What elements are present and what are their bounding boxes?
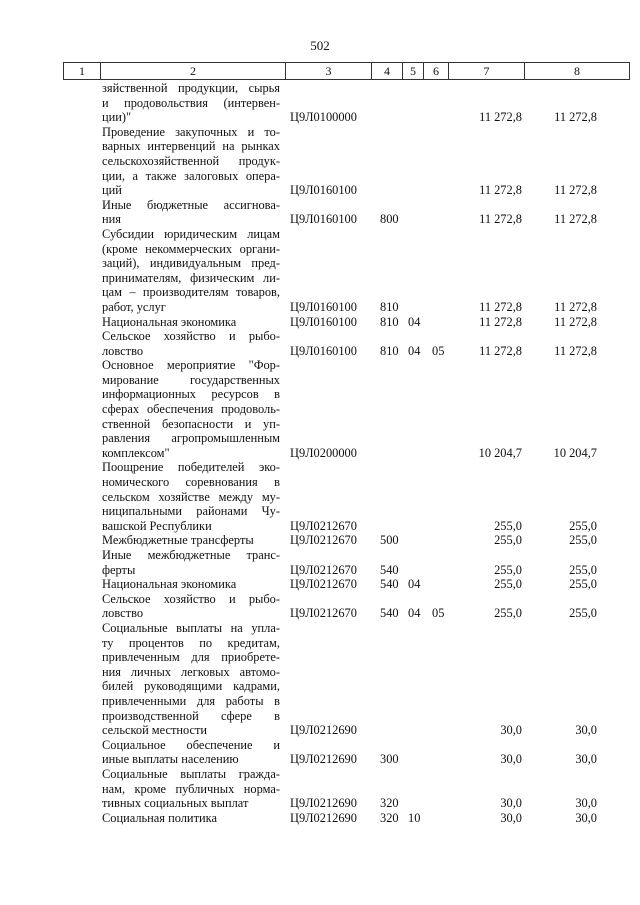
row-name: [102, 592, 280, 621]
row-name-line: комплексом": [102, 445, 170, 460]
row-name: [102, 81, 280, 125]
row-expense-type: 540: [380, 577, 399, 592]
row-code: Ц9Л0160100: [290, 343, 357, 358]
row-name: [102, 358, 280, 460]
table-row: [0, 548, 640, 577]
row-sum-col8: 11 272,8: [554, 212, 597, 227]
row-name: [102, 621, 280, 738]
row-subsection: 05: [432, 343, 445, 358]
row-name-line: зяйственной продукции, сырья: [102, 81, 280, 95]
row-sum-col7: 30,0: [500, 796, 522, 811]
row-expense-type: 810: [380, 299, 399, 314]
row-name-line: варных интервенций на рынках: [102, 139, 280, 154]
row-name-line: ловство: [102, 606, 144, 621]
row-name-line: заций), индивидуальным пред-: [102, 256, 280, 271]
row-sum-col8: 30,0: [575, 723, 597, 738]
row-sum-col7: 255,0: [494, 562, 522, 577]
row-name-line: нам, кроме публичных норма-: [102, 781, 280, 796]
row-name-line: иные выплаты населению: [102, 752, 239, 767]
row-name-line: Социальное обеспечение и: [102, 737, 280, 752]
row-section: 04: [408, 314, 421, 329]
row-sum-col7: 11 272,8: [479, 183, 522, 198]
table-row: [0, 577, 640, 592]
row-name-line: номического соревнования в: [102, 475, 280, 490]
row-sum-col8: 255,0: [569, 577, 597, 592]
row-name-line: ния: [102, 212, 121, 227]
row-name: [102, 315, 280, 330]
row-expense-type: 500: [380, 533, 399, 548]
row-name: [102, 460, 280, 533]
row-name-line: ции, а также залоговых опера-: [102, 168, 280, 183]
row-name-line: сельскохозяйственной продук-: [102, 153, 280, 168]
row-name-line: работ, услуг: [102, 299, 166, 314]
table-body: [0, 81, 640, 825]
table-row: [0, 767, 640, 811]
row-sum-col7: 255,0: [494, 577, 522, 592]
row-name-line: ту процентов по кредитам,: [102, 635, 280, 650]
row-name-line: информационных ресурсов в: [102, 387, 280, 402]
row-name-line: Межбюджетные трансферты: [102, 533, 254, 548]
page-number: 502: [310, 38, 330, 53]
header-col-4: 4: [372, 63, 403, 79]
row-sum-col8: 11 272,8: [554, 299, 597, 314]
row-code: Ц9Л0212670: [290, 518, 357, 533]
row-name-line: сферах обеспечения продоволь-: [102, 402, 280, 417]
header-col-5: 5: [403, 63, 424, 79]
table-row: [0, 621, 640, 738]
row-name-line: Социальные выплаты гражда-: [102, 766, 280, 781]
table-row: [0, 227, 640, 315]
row-code: Ц9Л0160100: [290, 183, 357, 198]
row-name-line: Поощрение победителей эко-: [102, 460, 280, 475]
row-name-line: Субсидии юридическим лицам: [102, 226, 280, 241]
table-row: [0, 592, 640, 621]
row-name-line: ловство: [102, 343, 144, 358]
row-name-line: ферты: [102, 562, 136, 577]
row-expense-type: 810: [380, 343, 399, 358]
row-name-line: ниципальными районами Чу-: [102, 504, 280, 519]
table-row: [0, 811, 640, 826]
row-code: Ц9Л0160100: [290, 314, 357, 329]
row-name: [102, 227, 280, 315]
row-name-line: принимателям, физическим ли-: [102, 270, 280, 285]
row-name: [102, 533, 280, 548]
row-sum-col8: 11 272,8: [554, 343, 597, 358]
row-name: [102, 329, 280, 358]
row-expense-type: 540: [380, 562, 399, 577]
row-sum-col7: 255,0: [494, 533, 522, 548]
row-sum-col7: 255,0: [494, 518, 522, 533]
header-col-6: 6: [424, 63, 449, 79]
row-sum-col8: 11 272,8: [554, 314, 597, 329]
row-expense-type: 810: [380, 314, 399, 329]
row-expense-type: 540: [380, 606, 399, 621]
table-row: [0, 329, 640, 358]
row-section: 04: [408, 343, 421, 358]
row-code: Ц9Л0100000: [290, 110, 357, 125]
row-name-line: Социальная политика: [102, 810, 217, 825]
row-sum-col7: 30,0: [500, 723, 522, 738]
table-row: [0, 460, 640, 533]
row-section: 10: [408, 810, 421, 825]
row-name-line: Национальная экономика: [102, 577, 237, 592]
row-name: [102, 548, 280, 577]
row-code: Ц9Л0212690: [290, 796, 357, 811]
row-section: 04: [408, 577, 421, 592]
row-name-line: производственной сфере в: [102, 708, 280, 723]
header-col-1: 1: [64, 63, 101, 79]
row-name-line: и продовольствия (интервен-: [102, 95, 280, 110]
header-col-3: 3: [286, 63, 372, 79]
row-name: [102, 811, 280, 826]
row-name-line: цам – производителям товаров,: [102, 285, 280, 300]
table-row: [0, 81, 640, 125]
row-name-line: сельской местности: [102, 723, 208, 738]
row-section: 04: [408, 606, 421, 621]
row-name-line: (кроме некоммерческих органи-: [102, 241, 280, 256]
row-sum-col8: 11 272,8: [554, 110, 597, 125]
row-expense-type: 800: [380, 212, 399, 227]
row-sum-col8: 30,0: [575, 752, 597, 767]
row-sum-col7: 11 272,8: [479, 314, 522, 329]
row-code: Ц9Л0212690: [290, 723, 357, 738]
row-sum-col7: 30,0: [500, 752, 522, 767]
table-row: [0, 125, 640, 198]
row-name-line: Сельское хозяйство и рыбо-: [102, 329, 280, 344]
row-name-line: Проведение закупочных и то-: [102, 124, 280, 139]
row-sum-col7: 30,0: [500, 810, 522, 825]
row-name-line: билей руководящими кадрами,: [102, 679, 280, 694]
row-expense-type: 300: [380, 752, 399, 767]
row-sum-col7: 10 204,7: [478, 445, 522, 460]
row-name-line: равления агропромышленным: [102, 431, 280, 446]
row-name-line: тивных социальных выплат: [102, 796, 249, 811]
row-name: [102, 577, 280, 592]
row-sum-col8: 255,0: [569, 606, 597, 621]
row-code: Ц9Л0212690: [290, 752, 357, 767]
row-name-line: Иные межбюджетные транс-: [102, 548, 280, 562]
table-row: [0, 533, 640, 548]
row-code: Ц9Л0160100: [290, 212, 357, 227]
row-name-line: ций: [102, 183, 122, 198]
row-sum-col8: 255,0: [569, 562, 597, 577]
row-name-line: Иные бюджетные ассигнова-: [102, 197, 280, 212]
row-sum-col8: 10 204,7: [553, 445, 597, 460]
row-code: Ц9Л0212670: [290, 577, 357, 592]
row-code: Ц9Л0212670: [290, 562, 357, 577]
header-col-2: 2: [101, 63, 286, 79]
row-sum-col8: 30,0: [575, 796, 597, 811]
row-sum-col8: 255,0: [569, 533, 597, 548]
table-row: [0, 315, 640, 330]
row-subsection: 05: [432, 606, 445, 621]
row-name-line: привлеченным для приобрете-: [102, 650, 280, 665]
row-name-line: Основное мероприятие "Фор-: [102, 358, 280, 373]
row-code: Ц9Л0200000: [290, 445, 357, 460]
table-row: [0, 738, 640, 767]
row-code: Ц9Л0160100: [290, 299, 357, 314]
row-sum-col7: 255,0: [494, 606, 522, 621]
row-name-line: Социальные выплаты на упла-: [102, 620, 280, 635]
row-name: [102, 738, 280, 767]
table-header: [63, 62, 630, 80]
row-name-line: ственной безопасности и уп-: [102, 416, 280, 431]
row-expense-type: 320: [380, 810, 399, 825]
row-name-line: Национальная экономика: [102, 314, 237, 329]
row-sum-col8: 255,0: [569, 518, 597, 533]
row-sum-col8: 30,0: [575, 810, 597, 825]
row-sum-col7: 11 272,8: [479, 110, 522, 125]
row-name-line: ции)": [102, 110, 132, 125]
row-sum-col7: 11 272,8: [479, 212, 522, 227]
table-row: [0, 358, 640, 460]
row-expense-type: 320: [380, 796, 399, 811]
row-sum-col8: 11 272,8: [554, 183, 597, 198]
row-name-line: Сельское хозяйство и рыбо-: [102, 591, 280, 606]
row-name: [102, 125, 280, 198]
row-sum-col7: 11 272,8: [479, 343, 522, 358]
row-name: [102, 198, 280, 227]
row-name-line: сельском хозяйстве между му-: [102, 489, 280, 504]
header-col-8: 8: [574, 64, 580, 78]
row-code: Ц9Л0212670: [290, 606, 357, 621]
row-name-line: мирование государственных: [102, 372, 280, 387]
row-name-line: вашской Республики: [102, 518, 212, 533]
row-code: Ц9Л0212690: [290, 810, 357, 825]
row-sum-col7: 11 272,8: [479, 299, 522, 314]
row-name-line: ния личных легковых автомо-: [102, 664, 280, 679]
row-code: Ц9Л0212670: [290, 533, 357, 548]
header-col-7: 7: [449, 63, 525, 79]
table-row: [0, 198, 640, 227]
row-name: [102, 767, 280, 811]
row-name-line: привлеченными для работы в: [102, 693, 280, 708]
